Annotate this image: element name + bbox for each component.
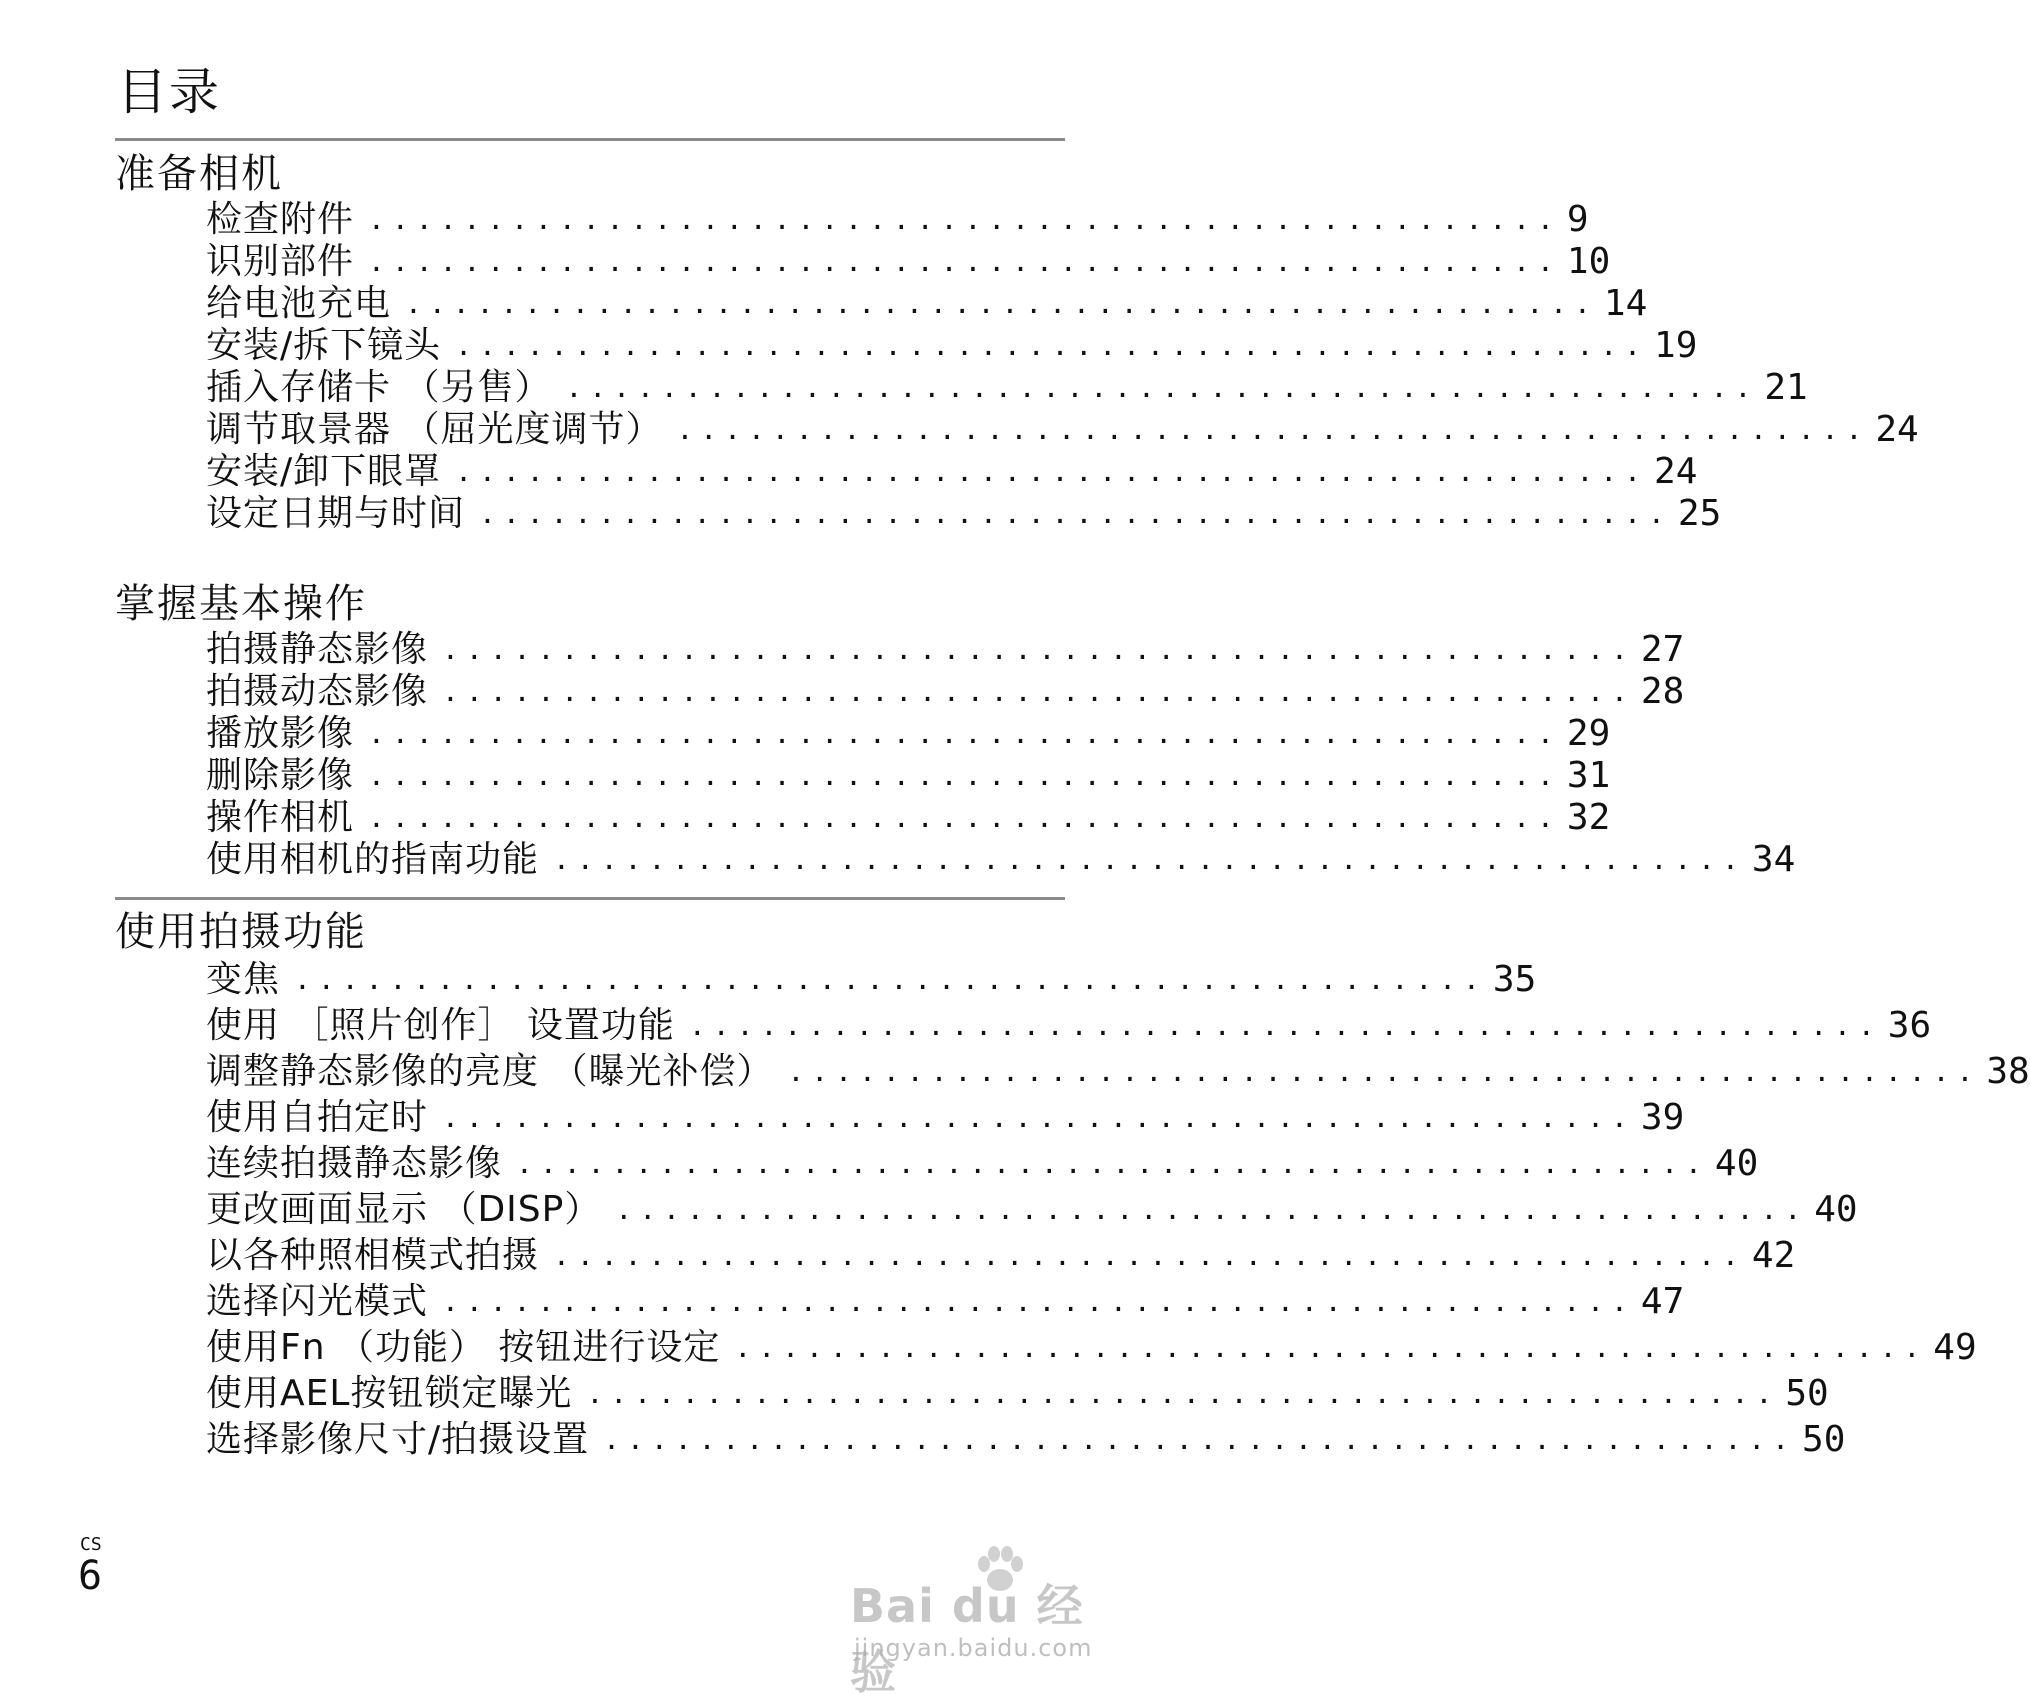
toc-entry[interactable]	[206, 958, 1537, 1002]
dot-leader: ..................................................	[676, 413, 1870, 446]
dot-leader: ..................................................	[455, 329, 1649, 362]
toc-page-number: 35	[1492, 959, 1537, 1000]
toc-entry[interactable]	[206, 198, 1589, 242]
toc-entry[interactable]	[206, 1326, 1977, 1370]
toc-entry[interactable]	[206, 628, 1685, 672]
toc-entry-title: 操作相机	[206, 797, 355, 838]
toc-entry[interactable]	[206, 754, 1611, 798]
toc-page-number: 9	[1566, 199, 1589, 240]
toc-entry[interactable]	[206, 408, 1919, 452]
dot-leader: ..................................................	[368, 717, 1561, 750]
page-number: 6	[78, 1553, 103, 1599]
toc-entry[interactable]	[206, 282, 1648, 326]
toc-entry-title: 使用Fn （功能） 按钮进行设定	[206, 1327, 721, 1368]
page-title: 目录	[117, 63, 221, 121]
toc-entry[interactable]	[206, 838, 1796, 882]
toc-entry-title: 使用 ［照片创作］ 设置功能	[206, 1005, 675, 1046]
toc-page-number: 28	[1640, 671, 1685, 712]
toc-entry[interactable]	[206, 1234, 1796, 1278]
toc-entry-title: 选择闪光模式	[206, 1281, 429, 1322]
toc-entry[interactable]	[206, 1050, 2030, 1094]
toc-page-number: 25	[1677, 493, 1722, 534]
dot-leader: ..................................................	[368, 245, 1561, 278]
toc-entry[interactable]	[206, 1418, 1846, 1462]
dot-leader: ..................................................	[405, 287, 1598, 320]
baidu-watermark	[850, 1570, 1130, 1699]
toc-entry-title: 拍摄动态影像	[206, 671, 429, 712]
toc-entry[interactable]	[206, 670, 1685, 714]
section-heading: 使用拍摄功能	[115, 909, 367, 955]
dot-leader: ..................................................	[442, 633, 1635, 666]
dot-leader: ..................................................	[479, 497, 1672, 530]
dot-leader: ..................................................	[368, 203, 1561, 236]
toc-entry[interactable]	[206, 712, 1611, 756]
section-divider	[115, 897, 1065, 900]
dot-leader: ..................................................	[294, 963, 1487, 996]
toc-page-number: 40	[1714, 1143, 1759, 1184]
toc-entry-title: 连续拍摄静态影像	[206, 1143, 503, 1184]
toc-entry[interactable]	[206, 1096, 1685, 1140]
toc-entry-title: 调整静态影像的亮度 （曝光补偿）	[206, 1051, 774, 1092]
dot-leader: ..................................................	[553, 843, 1746, 876]
dot-leader: ..................................................	[787, 1055, 1981, 1088]
toc-entry[interactable]	[206, 1004, 1932, 1048]
toc-entry[interactable]	[206, 1142, 1759, 1186]
section-heading: 掌握基本操作	[115, 581, 367, 627]
toc-entry-title: 选择影像尺寸/拍摄设置	[206, 1419, 590, 1460]
section-heading: 准备相机	[115, 151, 283, 197]
dot-leader: ..................................................	[442, 1285, 1635, 1318]
toc-page-number: 42	[1751, 1235, 1796, 1276]
dot-leader: ..................................................	[516, 1147, 1709, 1180]
dot-leader: ..................................................	[586, 1377, 1780, 1410]
toc-entry-title: 检查附件	[206, 199, 355, 240]
toc-entry[interactable]	[206, 1280, 1685, 1324]
toc-entry-title: 使用自拍定时	[206, 1097, 429, 1138]
toc-entry[interactable]	[206, 324, 1698, 368]
toc-page-number: 21	[1764, 367, 1808, 408]
toc-page-number: 40	[1814, 1189, 1858, 1230]
dot-leader: ..................................................	[603, 1423, 1797, 1456]
toc-entry-title: 删除影像	[206, 755, 355, 796]
toc-entry-title: 安装/卸下眼罩	[206, 451, 442, 492]
toc-page-number: 19	[1654, 325, 1698, 366]
toc-page-number: 34	[1751, 839, 1796, 880]
toc-page-number: 47	[1640, 1281, 1685, 1322]
toc-entry-title: 以各种照相模式拍摄	[206, 1235, 540, 1276]
section-divider	[115, 138, 1065, 141]
toc-page-number: 31	[1566, 755, 1611, 796]
toc-entry-title: 使用相机的指南功能	[206, 839, 540, 880]
toc-entry[interactable]	[206, 492, 1722, 536]
dot-leader: ..................................................	[442, 1101, 1635, 1134]
toc-page-number: 14	[1603, 283, 1648, 324]
toc-entry-title: 拍摄静态影像	[206, 629, 429, 670]
toc-entry-title: 识别部件	[206, 241, 355, 282]
toc-entry-title: 播放影像	[206, 713, 355, 754]
toc-page-number: 49	[1933, 1327, 1977, 1368]
toc-page-number: 27	[1640, 629, 1685, 670]
toc-entry-title: 变焦	[206, 959, 281, 1000]
toc-page-number: 32	[1566, 797, 1611, 838]
toc-page-number: 10	[1566, 241, 1611, 282]
toc-page-number: 38	[1986, 1051, 2030, 1092]
toc-entry[interactable]	[206, 796, 1611, 840]
toc-entry-title: 调节取景器 （屈光度调节）	[206, 409, 663, 450]
toc-entry[interactable]	[206, 1188, 1858, 1232]
toc-page-number: 36	[1887, 1005, 1932, 1046]
toc-page-number: 29	[1566, 713, 1611, 754]
toc-entry-title: 使用AEL按钮锁定曝光	[206, 1373, 573, 1414]
dot-leader: ..................................................	[565, 371, 1759, 404]
toc-page-number: 50	[1785, 1373, 1829, 1414]
dot-leader: ..................................................	[442, 675, 1635, 708]
toc-entry[interactable]	[206, 366, 1808, 410]
toc-page-number: 24	[1875, 409, 1919, 450]
toc-entry-title: 设定日期与时间	[206, 493, 466, 534]
toc-entry[interactable]	[206, 450, 1698, 494]
toc-page-number: 50	[1802, 1419, 1846, 1460]
dot-leader: ..................................................	[734, 1331, 1928, 1364]
toc-page-number: 24	[1654, 451, 1698, 492]
dot-leader: ..................................................	[368, 759, 1561, 792]
toc-entry-title: 安装/拆下镜头	[206, 325, 442, 366]
dot-leader: ..................................................	[615, 1193, 1809, 1226]
language-code: CS	[80, 1534, 102, 1555]
watermark-url: jingyan.baidu.com	[854, 1634, 1093, 1662]
dot-leader: ..................................................	[455, 455, 1649, 488]
dot-leader: ..................................................	[688, 1009, 1882, 1042]
toc-page-number: 39	[1640, 1097, 1685, 1138]
toc-entry-title: 更改画面显示 （DISP）	[206, 1189, 602, 1230]
dot-leader: ..................................................	[368, 801, 1561, 834]
dot-leader: ..................................................	[553, 1239, 1746, 1272]
toc-entry[interactable]	[206, 240, 1611, 284]
toc-entry-title: 插入存储卡 （另售）	[206, 367, 552, 408]
toc-entry-title: 给电池充电	[206, 283, 392, 324]
watermark-logo-text: Bai du 经验	[850, 1579, 1084, 1699]
toc-entry[interactable]	[206, 1372, 1829, 1416]
